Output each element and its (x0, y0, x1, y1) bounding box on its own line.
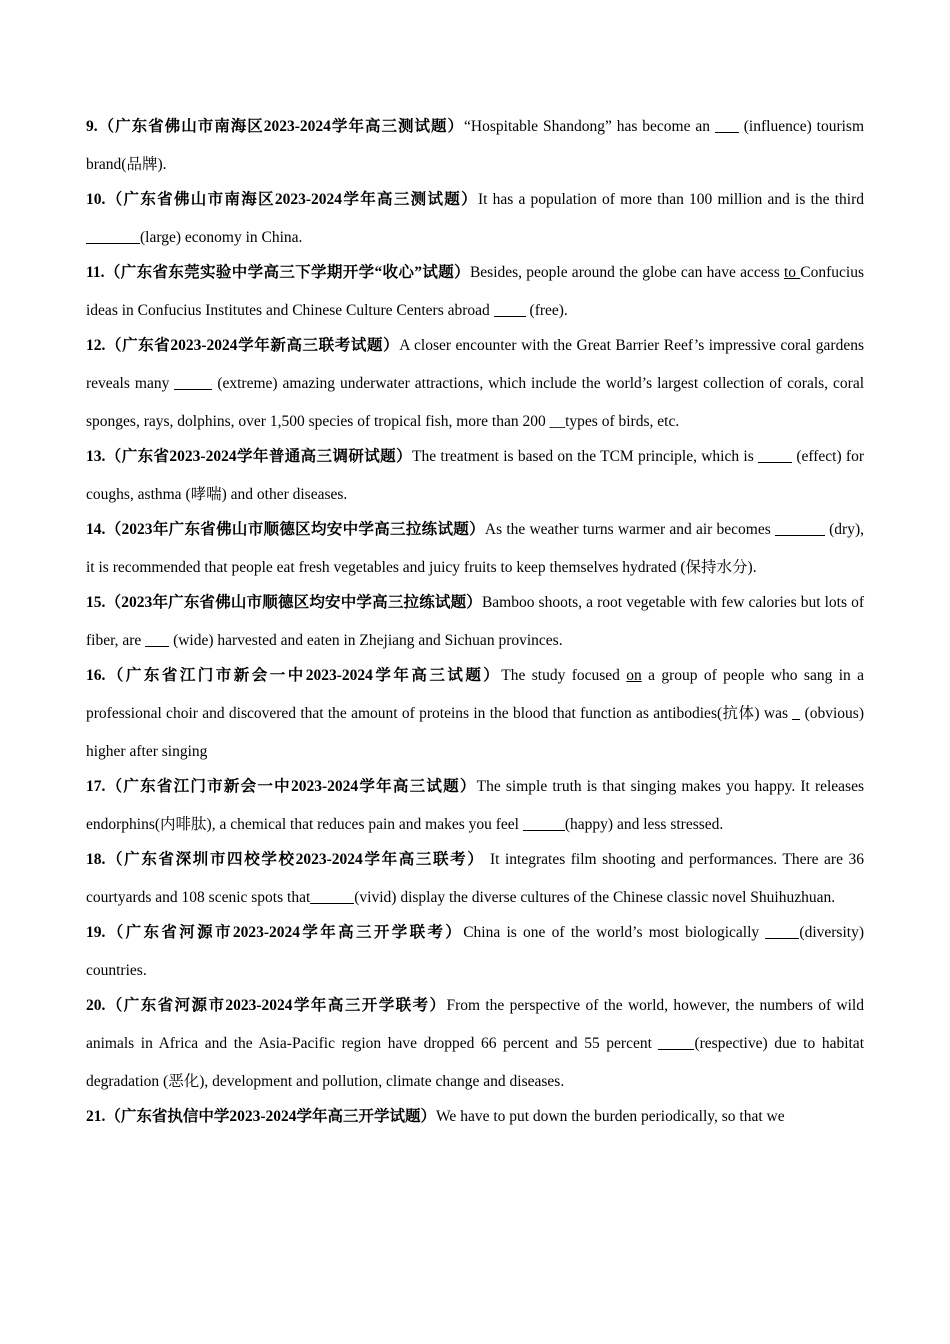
question-text: (obvious) higher after singing (86, 705, 864, 760)
question-text: It has a population of more than 100 million and is the third (477, 191, 864, 208)
answer-blank[interactable] (523, 815, 565, 832)
question-text: Besides, people around the globe can have access (469, 264, 784, 281)
question-text: “Hospitable Shandong” has become an (464, 118, 715, 135)
question-number: 10. (86, 191, 106, 208)
question-item (86, 181, 864, 257)
answer-blank[interactable] (715, 117, 739, 134)
answer-blank[interactable] (494, 301, 526, 318)
question-item (86, 108, 864, 184)
question-text: The treatment is based on the TCM principle, which is (412, 448, 759, 465)
question-number: 12. (86, 337, 106, 354)
question-source-text: （广东省东莞实验中学高三下学期开学“收心”试题） (104, 264, 470, 281)
answer-blank[interactable] (145, 631, 169, 648)
question-source (86, 851, 484, 868)
question-number: 20. (86, 997, 106, 1014)
answer-blank[interactable] (758, 447, 792, 464)
question-text: (extreme) amazing underwater attractions, which include the world’s largest collection of corals, coral sponges, rays, dolphins, over 1,500 species of tropical fish, more than 200 __types of birds, etc. (86, 375, 865, 430)
question-number: 21. (86, 1108, 106, 1125)
question-number: 11. (86, 264, 105, 281)
question-source-text: （广东省佛山市南海区2023-2024学年高三测试题） (105, 191, 478, 208)
question-source-text: （广东省江门市新会一中2023-2024学年高三试题） (105, 778, 477, 795)
question-number: 19. (86, 924, 106, 941)
question-number: 18. (86, 851, 106, 868)
question-number: 13. (86, 448, 106, 465)
question-text: The study focused (501, 667, 627, 684)
question-source-text: （2023年广东省佛山市顺德区均安中学高三拉练试题） (105, 521, 485, 538)
question-source-text: （广东省江门市新会一中2023-2024学年高三试题） (105, 667, 502, 684)
question-source (86, 924, 463, 941)
question-item (86, 987, 864, 1101)
question-item (86, 254, 864, 330)
question-list (86, 108, 864, 1133)
question-item (86, 841, 864, 917)
question-source (86, 667, 501, 684)
question-source (86, 448, 412, 465)
question-item (86, 768, 864, 844)
question-source-text: （2023年广东省佛山市顺德区均安中学高三拉练试题） (105, 594, 482, 611)
question-text: (effect) for coughs, asthma (哮喘) and other diseases. (86, 448, 864, 503)
question-text: A closer encounter with the Great Barrier Reef’s impressive coral gardens reveals many (86, 337, 865, 392)
question-source (86, 1108, 436, 1125)
underlined-word: to (783, 264, 801, 281)
question-text: a group of people who sang in a professional choir and discovered that the amount of proteins in the blood that function as antibodies(抗体) was (86, 667, 864, 722)
question-text: (wide) harvested and eaten in Zhejiang and Sichuan provinces. (169, 632, 563, 649)
question-source-text: （广东省深圳市四校学校2023-2024学年高三联考） (105, 851, 485, 868)
question-text: China is one of the world’s most biologically (463, 924, 766, 941)
answer-blank[interactable] (765, 923, 799, 940)
question-text: (dry), it is recommended that people eat fresh vegetables and juicy fruits to keep themselves hydrated (保持水分). (86, 521, 864, 576)
question-text: (large) economy in China. (140, 229, 303, 246)
question-text: (free). (525, 302, 568, 319)
question-source-text: （广东省2023-2024学年新高三联考试题） (105, 337, 400, 354)
question-source (86, 337, 399, 354)
question-number: 14. (86, 521, 106, 538)
question-item (86, 584, 864, 660)
question-text: (respective) due to habitat degradation (恶化), development and pollution, climate change and diseases. (86, 1035, 864, 1090)
question-source-text: （广东省河源市2023-2024学年高三开学联考） (105, 924, 464, 941)
question-text: (vivid) display the diverse cultures of the Chinese classic novel Shuihuzhuan. (354, 889, 836, 906)
question-source-text: （广东省2023-2024学年普通高三调研试题） (105, 448, 412, 465)
question-text: (happy) and less stressed. (564, 816, 724, 833)
question-item (86, 657, 864, 771)
question-source (86, 778, 477, 795)
answer-blank[interactable] (310, 888, 354, 905)
question-item (86, 438, 864, 514)
question-source (86, 521, 485, 538)
question-text: Bamboo shoots, a root vegetable with few calories but lots of fiber, are (86, 594, 864, 649)
question-number: 15. (86, 594, 106, 611)
question-text: (influence) tourism brand(品牌). (86, 118, 864, 173)
question-item (86, 327, 864, 441)
question-item (86, 511, 864, 587)
question-text: From the perspective of the world, however, the numbers of wild animals in Africa and the Asia-Pacific region have dropped 66 percent and 55 percent (86, 997, 864, 1052)
question-number: 9. (86, 118, 98, 135)
question-text: It integrates film shooting and performances. There are 36 courtyards and 108 scenic spots that (86, 851, 864, 906)
question-text: Confucius ideas in Confucius Institutes and Chinese Culture Centers abroad (86, 264, 864, 319)
question-item (86, 1098, 864, 1136)
question-item (86, 914, 864, 990)
answer-blank[interactable] (658, 1034, 694, 1051)
question-source (86, 997, 446, 1014)
underlined-word: on (626, 667, 642, 684)
question-text: As the weather turns warmer and air becomes (484, 521, 775, 538)
answer-blank[interactable] (174, 374, 212, 391)
question-text: The simple truth is that singing makes you happy. It releases endorphins(内啡肽), a chemical that reduces pain and makes you feel (86, 778, 865, 833)
question-source-text: （广东省佛山市南海区2023-2024学年高三测试题） (97, 118, 465, 135)
question-text: We have to put down the burden periodically, so that we (436, 1108, 785, 1125)
question-number: 16. (86, 667, 106, 684)
question-source (86, 594, 482, 611)
question-source (86, 118, 464, 135)
question-source-text: （广东省执信中学2023-2024学年高三开学试题） (105, 1108, 437, 1125)
answer-blank[interactable] (775, 520, 825, 537)
answer-blank[interactable] (86, 228, 140, 245)
question-number: 17. (86, 778, 106, 795)
question-source (86, 264, 470, 281)
question-text: (diversity) countries. (86, 924, 864, 979)
question-source-text: （广东省河源市2023-2024学年高三开学联考） (105, 997, 447, 1014)
question-source (86, 191, 478, 208)
